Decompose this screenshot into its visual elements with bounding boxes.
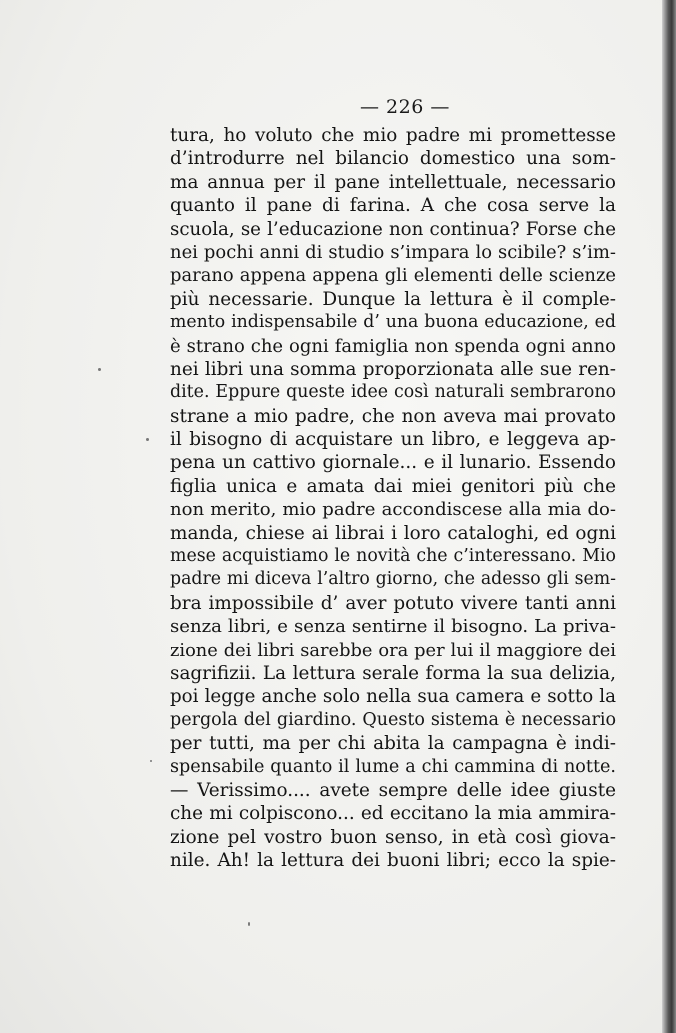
text-line: pergola del giardino. Questo sistema è necessario — [170, 709, 616, 730]
text-line: poi legge anche solo nella sua camera e sotto la — [170, 686, 616, 708]
text-line: nei libri una somma proporzionata alle sue ren- — [170, 358, 616, 380]
text-line: bra impossibile d’ aver potuto vivere tanti anni — [170, 592, 616, 614]
text-line: per tutti, ma per chi abita la campagna è indi- — [170, 733, 616, 755]
ink-speck — [248, 922, 250, 926]
text-line: quanto il pane di farina. A che cosa serve la — [170, 195, 616, 217]
text-line: mese acquistiamo le novità che c’interessano. Mio — [170, 546, 616, 567]
text-line: manda, chiese ai librai i loro cataloghi, ed ogni — [170, 522, 616, 544]
text-line: senza libri, e senza sentirne il bisogno. La priva- — [170, 616, 616, 638]
text-line: mento indispensabile d’ una buona educazione, ed — [170, 312, 616, 333]
page-number: — 226 — — [360, 96, 450, 118]
text-line: d’introdurre nel bilancio domestico una som- — [170, 148, 616, 170]
text-line: il bisogno di acquistare un libro, e leggeva ap- — [170, 429, 616, 451]
text-line: padre mi diceva l’altro giorno, che adesso gli sem- — [170, 569, 616, 590]
text-line: spensabile quanto il lume a chi cammina di notte. — [170, 756, 616, 777]
text-line: parano appena appena gli elementi delle scienze — [170, 265, 616, 287]
text-line: zione dei libri sarebbe ora per lui il maggiore dei — [170, 639, 616, 661]
text-line: nei pochi anni di studio s’impara lo scibile? s’im- — [170, 241, 616, 263]
text-line: scuola, se l’educazione non continua? Forse che — [170, 218, 616, 240]
text-line: zione pel vostro buon senso, in età così giova- — [170, 826, 616, 848]
text-line: più necessarie. Dunque la lettura è il comple- — [170, 288, 616, 310]
text-line: non merito, mio padre accondiscese alla mia do- — [170, 499, 616, 521]
text-line: è strano che ogni famiglia non spenda ogni anno — [170, 335, 616, 357]
text-line: dite. Eppure queste idee così naturali sembrarono — [170, 382, 616, 403]
text-line: sagrifizii. La lettura serale forma la sua delizia, — [170, 662, 616, 684]
text-line: ma annua per il pane intellettuale, necessario — [170, 171, 616, 193]
text-line: strane a mio padre, che non aveva mai provato — [170, 405, 616, 427]
ink-speck — [150, 760, 152, 762]
text-line: che mi colpiscono... ed eccitano la mia ammira- — [170, 803, 616, 825]
page-edge-shadow — [662, 0, 676, 1033]
text-line: nile. Ah! la lettura dei buoni libri; ecco la spie- — [170, 850, 616, 872]
body-text — [170, 124, 616, 873]
text-line: figlia unica e amata dai miei genitori più che — [170, 475, 616, 497]
ink-speck — [98, 368, 101, 371]
text-line: — Verissimo.... avete sempre delle idee giuste — [170, 779, 616, 801]
ink-speck — [146, 438, 149, 441]
text-line: tura, ho voluto che mio padre mi promettesse — [170, 125, 616, 146]
text-line: pena un cattivo giornale... e il lunario. Essendo — [170, 452, 616, 474]
